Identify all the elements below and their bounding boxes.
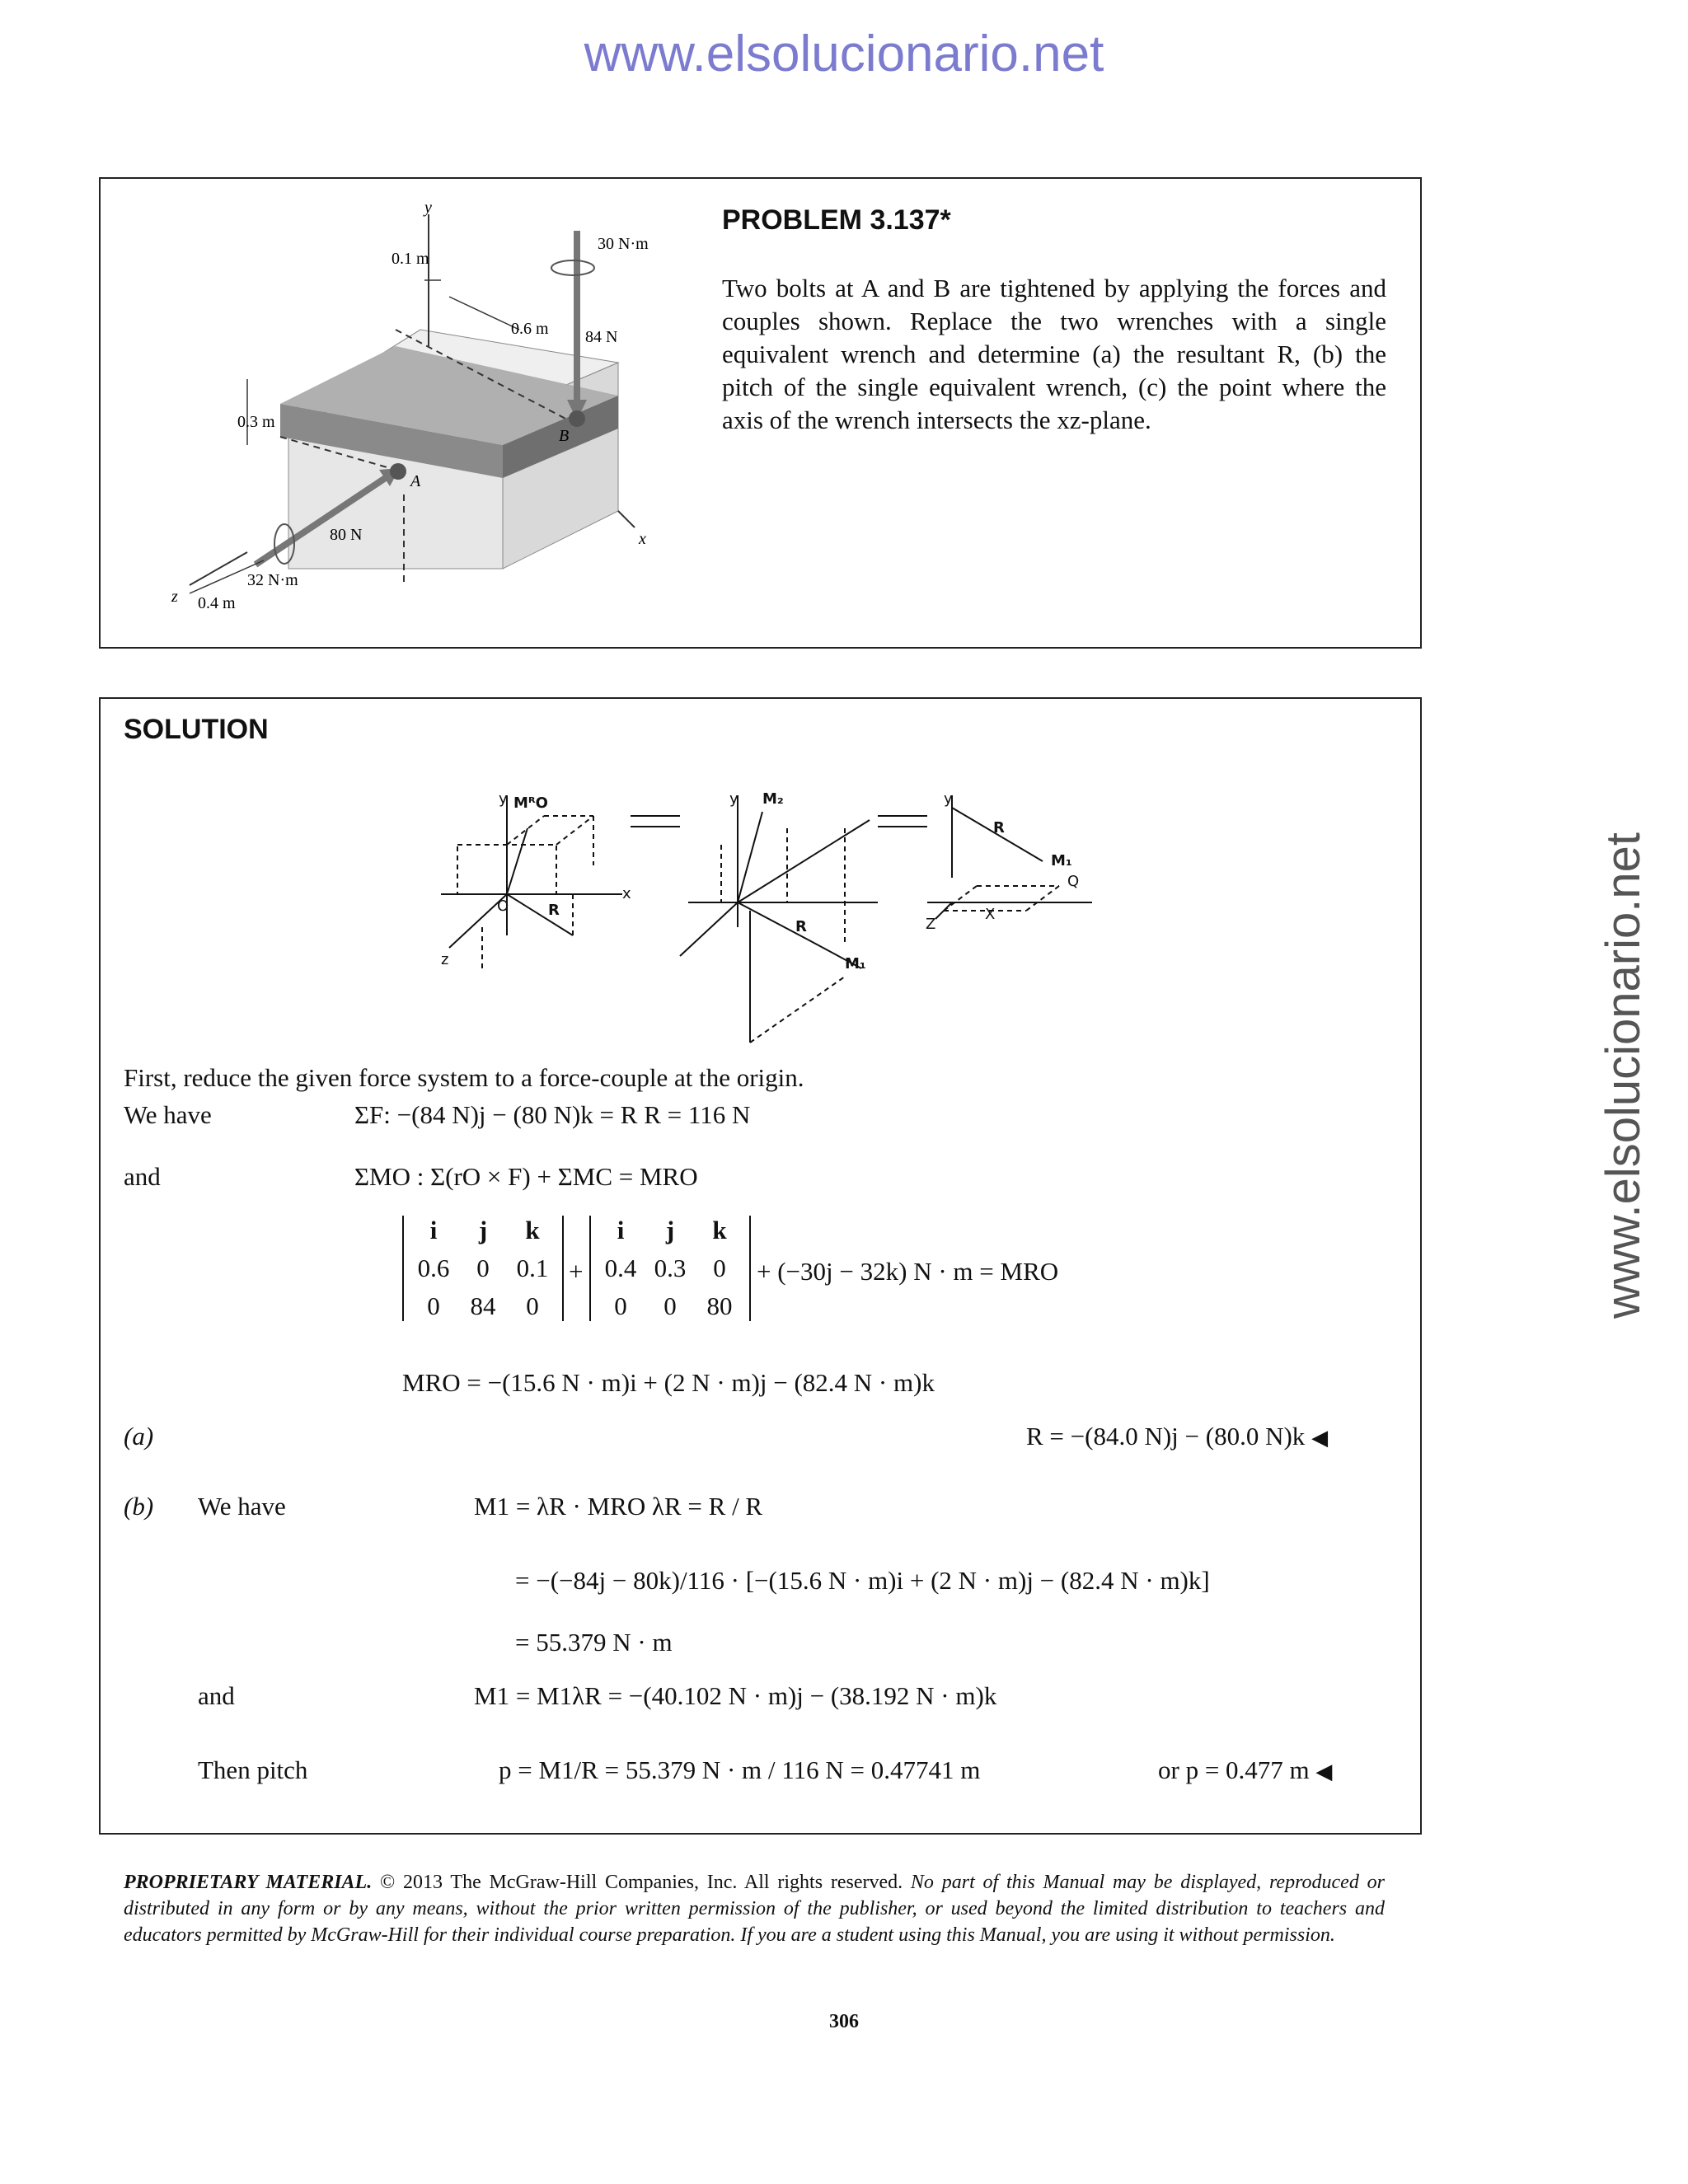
det1-cell: 0.6 [417,1254,450,1282]
sketch2-label-r: R [795,918,807,935]
det1-cell: 0 [427,1291,440,1320]
det2-cell: j [665,1216,675,1244]
det1-cell: i [429,1216,438,1244]
pitch-equation: p = M1/R = 55.379 N · m / 116 N = 0.47741 m [499,1755,981,1784]
footer-notice: No part of this Manual may be displayed, reproduced or distributed in any form or by any means, without the prior written permission of the publisher, or used beyond the limited distribution to teachers and educators permitted by McGraw-Hill for their individual course preparation. If you are a student using this Manual, you are using it without permission. [124,1872,1385,1946]
det2-cell: 0.4 [604,1254,637,1282]
plus-sign: + [569,1257,584,1286]
det1-cell: 0.1 [516,1254,549,1282]
det2-cell: 0 [614,1291,627,1320]
determinant-b [589,1216,751,1321]
sum-forces-equation: ΣF: −(84 N)j − (80 N)k = R R = 116 N [354,1100,751,1129]
and-label-2: and [198,1681,235,1710]
m1-vector: M1 = M1λR = −(40.102 N · m)j − (38.192 N · m)k [474,1681,997,1710]
problem-figure [157,198,668,626]
sketch3-label-big-x: X [985,906,996,923]
fig-force-a: 80 N [330,526,363,544]
det2-cell: k [712,1216,727,1244]
det1-cell: k [525,1216,540,1244]
det2-cell: 0 [713,1254,726,1282]
and-label: and [124,1162,161,1191]
sketch-label-o: O [497,898,509,915]
pitch-answer-text: or p = 0.477 m [1158,1755,1310,1784]
part-a-answer [1026,1422,1328,1451]
problem-statement: Two bolts at A and B are tightened by applying the forces and couples shown. Replace the two wrenches with a single equivalent wrench and determine (a) the resultant R, (b) the pitch of the single equivalent wrench, (c) the point where the axis of the wrench intersects the xz-plane. [722,274,1386,434]
sum-moments-equation: ΣMO : Σ(rO × F) + ΣMC = MRO [354,1162,698,1191]
sketch3-label-r: R [993,819,1005,837]
sketch2-label-m1: M₁ [845,955,866,972]
sketch-label-y: y [499,790,508,808]
det2-cell: 0.3 [654,1254,687,1282]
part-a-answer-text: R = −(84.0 N)j − (80.0 N)k [1026,1422,1306,1451]
det1-cell: 0 [476,1254,490,1282]
fig-label-z: z [171,588,178,606]
page-number: 306 [829,2011,859,2032]
sketch2-label-m2: M₂ [762,790,784,808]
m1-definition: M1 = λR · MRO λR = R / R [474,1492,763,1521]
fig-label-x: x [639,530,646,548]
watermark-side[interactable]: www.elsolucionario.net [1597,832,1650,1319]
det1-cell: 0 [526,1291,539,1320]
sketch-label-x: x [622,885,631,902]
mor-result: MRO = −(15.6 N · m)i + (2 N · m)j − (82.4 N · m)k [402,1368,935,1397]
sketch-label-r: R [548,902,560,919]
we-have-label: We have [124,1100,212,1129]
det1-cell: j [478,1216,488,1244]
footer-lead: PROPRIETARY MATERIAL. [124,1872,373,1893]
watermark-top[interactable]: www.elsolucionario.net [584,26,1104,82]
sketch2-label-y: y [729,790,738,808]
part-b-we-have: We have [198,1492,286,1521]
fig-dim-04: 0.4 m [198,594,236,612]
fig-point-b: B [559,427,570,445]
answer-marker-icon: ◀ [1311,1426,1329,1451]
det2-cell: i [617,1216,625,1244]
fig-dim-01: 0.1 m [392,250,429,268]
m1-line3: = 55.379 N · m [515,1628,673,1657]
fig-couple-a: 32 N·m [247,571,298,589]
solution-title: SOLUTION [124,714,269,745]
part-a-label: (a) [124,1422,154,1451]
det2-cell: 0 [663,1291,677,1320]
then-pitch-label: Then pitch [198,1755,308,1784]
determinant-tail: + (−30j − 32k) N · m = MRO [757,1257,1059,1286]
sketch3-label-y: y [944,790,953,808]
fig-dim-06: 0.6 m [511,320,549,338]
m1-line2: = −(−84j − 80k)/116 · [−(15.6 N · m)i + (2 N · m)j − (82.4 N · m)k] [515,1566,1210,1595]
fig-point-a: A [410,472,421,490]
fig-label-y: y [424,199,432,217]
sketch3-label-m1: M₁ [1051,852,1072,869]
solution-sketch [416,771,1100,1051]
fig-dim-03: 0.3 m [237,413,275,431]
determinant-a [402,1216,564,1321]
problem-title: PROBLEM 3.137* [722,204,951,236]
answer-marker-icon: ◀ [1315,1760,1333,1784]
det1-cell: 84 [470,1291,496,1320]
solution-intro: First, reduce the given force system to a force-couple at the origin. [124,1063,804,1092]
footer-body: © 2013 The McGraw-Hill Companies, Inc. All rights reserved. [372,1872,911,1893]
fig-couple-b: 30 N·m [598,235,649,253]
det2-cell: 80 [706,1291,733,1320]
fig-force-b: 84 N [585,328,618,346]
sketch3-label-big-z: Z [926,916,936,933]
sketch3-label-q: Q [1067,873,1080,890]
sketch-label-mor: MᴿO [513,794,548,812]
part-b-label: (b) [124,1492,154,1521]
copyright-footer [124,1869,1385,1948]
sketch-label-z: z [441,951,449,968]
pitch-answer [1158,1755,1332,1785]
